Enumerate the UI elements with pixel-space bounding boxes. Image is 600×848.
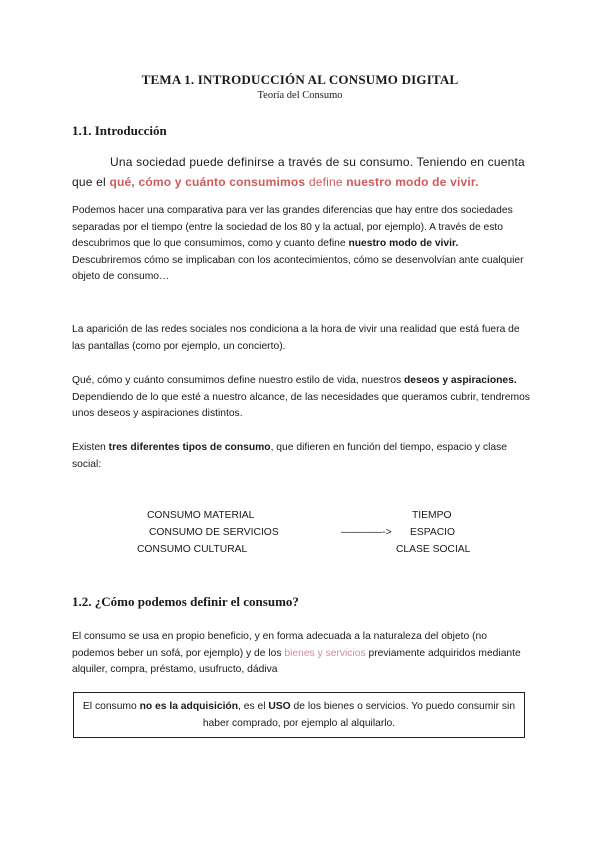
document-subtitle: Teoría del Consumo [257, 90, 343, 101]
bienes-servicios-highlight: bienes y servicios [284, 647, 366, 659]
section-1-heading: 1.1. Introducción [72, 123, 167, 138]
arrow-symbol: ————-> [341, 527, 392, 538]
box-text-1: El consumo [82, 701, 140, 712]
type-consumo-servicios: CONSUMO DE SERVICIOS [149, 527, 279, 538]
estilo-text-2: Dependiendo de lo que esté a nuestro alcance, de las necesidades que queramos cubrir, tendremos unos deseos y aspiraciones distintos. [72, 391, 530, 419]
type-clase-social: CLASE SOCIAL [396, 544, 471, 555]
type-consumo-material: CONSUMO MATERIAL [147, 510, 255, 521]
comparativa-text-2: Descubriremos cómo se implicaban con los acontecimientos, cómo se desenvolvían ante cualquier objeto de consumo… [72, 254, 524, 282]
definir-text-1: El consumo se usa en propio beneficio, y en forma adecuada a la naturaleza del objeto (no podemos beber un sofá, por ejemplo) y de los [72, 631, 488, 659]
paragraph-redes-sociales: La aparición de las redes sociales nos condiciona a la hora de vivir una realidad que está fuera de las pantallas (como por ejemplo, un concierto). [72, 324, 520, 352]
intro-text-2: define [305, 175, 347, 189]
tipos-text-1: Existen [72, 442, 109, 453]
paragraph-estilo-vida [72, 373, 532, 423]
type-tiempo: TIEMPO [412, 510, 452, 521]
type-consumo-cultural: CONSUMO CULTURAL [137, 544, 248, 555]
intro-highlight-1: qué, cómo y cuánto consumimos [109, 175, 306, 189]
comparativa-text: Podemos hacer una comparativa para ver las grandes diferencias que hay entre dos sociedades separadas por el tiempo (entre la sociedad de los 80 y la actual, por ejemplo). A través de esto descubrimos que lo que consumimos, como y cuanto define [72, 205, 513, 249]
estilo-text-1: Qué, cómo y cuánto consumimos define nuestro estilo de vida, nuestros [72, 375, 404, 386]
section-2-heading: 1.2. ¿Cómo podemos definir el consumo? [72, 594, 299, 609]
tipos-bold: tres diferentes tipos de consumo [108, 442, 271, 453]
box-bold-2: USO [268, 701, 291, 712]
paragraph-definir-consumo [72, 629, 532, 679]
intro-paragraph [72, 152, 532, 192]
comparativa-bold: nuestro modo de vivir. [348, 238, 459, 249]
tipos-text-2: , que difieren en función del tiempo, espacio y clase social: [72, 442, 507, 470]
paragraph-tipos-consumo [72, 440, 532, 473]
box-text-3: de los bienes o servicios. Yo puedo consumir sin haber comprado, por ejemplo al alquilarlo. [202, 701, 516, 729]
intro-highlight-2: nuestro modo de vivir. [346, 175, 479, 189]
definir-text-2: previamente adquiridos mediante alquiler, compra, préstamo, usufructo, dádiva [72, 647, 521, 675]
paragraph-comparativa [72, 203, 532, 286]
box-bold-1: no es la adquisición [139, 701, 239, 712]
type-espacio: ESPACIO [410, 527, 456, 538]
document-title: TEMA 1. INTRODUCCIÓN AL CONSUMO DIGITAL [141, 72, 459, 87]
estilo-bold: deseos y aspiraciones. [403, 375, 517, 386]
intro-text-1: Una sociedad puede definirse a través de su consumo. Teniendo en cuenta que el [72, 155, 525, 189]
definition-box [73, 692, 525, 738]
box-text-2: , es el [238, 701, 269, 712]
